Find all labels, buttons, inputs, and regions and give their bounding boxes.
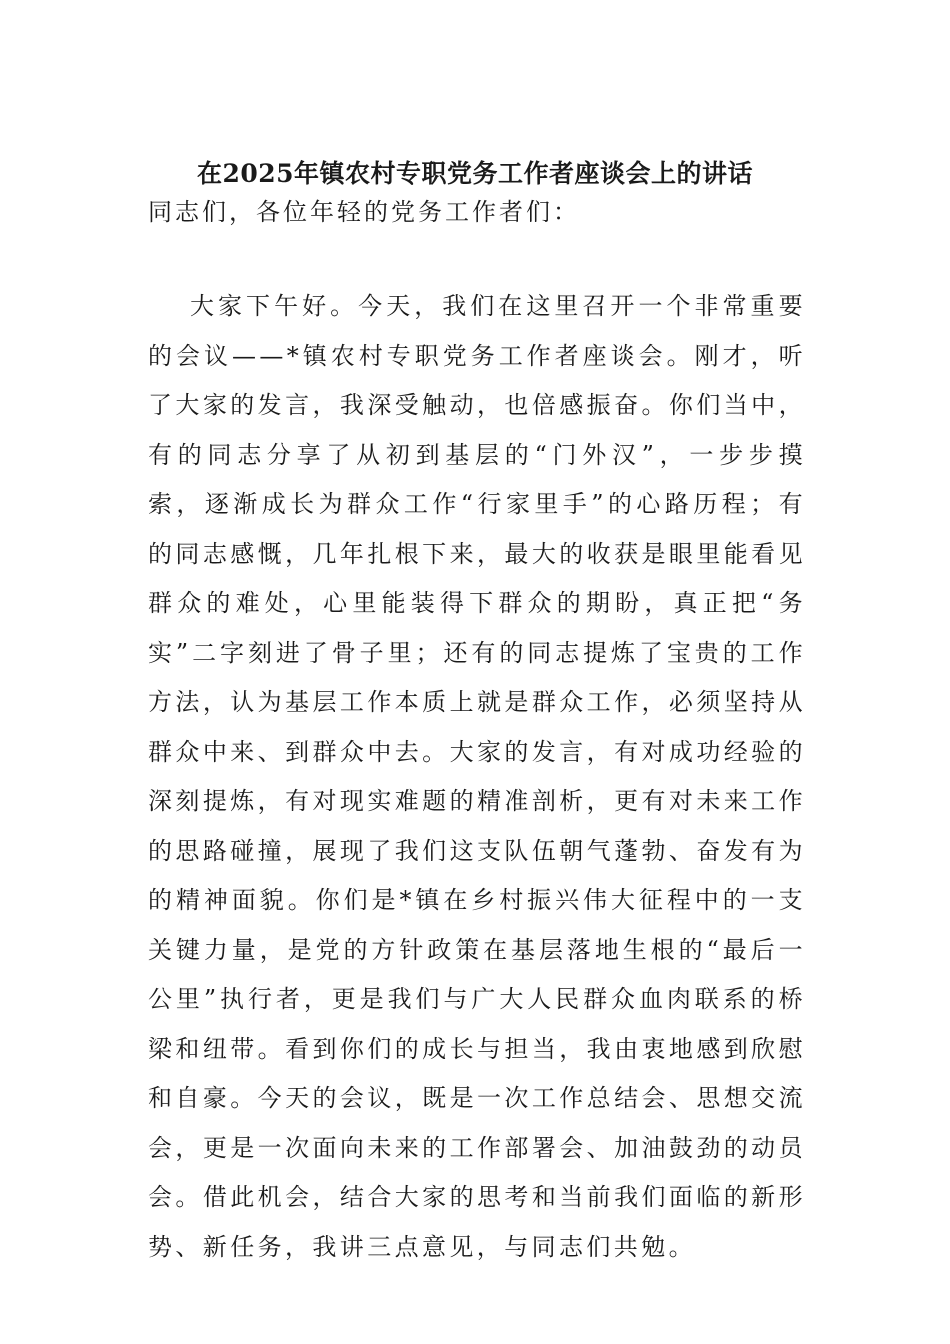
body-paragraph: 大家下午好。今天，我们在这里召开一个非常重要的会议——*镇农村专职党务工作者座谈会。刚才，听了大家的发言，我深受触动，也倍感振奋。你们当中，有的同志分享了从初到基层的“门外汉”，一步步摸索，逐渐成长为群众工作“行家里手”的心路历程；有的同志感慨，几年扎根下来，最大的收获是眼里能看见群众的难处，心里能装得下群众的期盼，真正把“务实”二字刻进了骨子里；还有的同志提炼了宝贵的工作方法，认为基层工作本质上就是群众工作，必须坚持从群众中来、到群众中去。大家的发言，有对成功经验的深刻提炼，有对现实难题的精准剖析，更有对未来工作的思路碰撞，展现了我们这支队伍朝气蓬勃、奋发有为的精神面貌。你们是*镇在乡村振兴伟大征程中的一支关键力量，是党的方针政策在基层落地生根的“最后一公里”执行者，更是我们与广大人民群众血肉联系的桥梁和纽带。看到你们的成长与担当，我由衷地感到欣慰和自豪。今天的会议，既是一次工作总结会、思想交流会，更是一次面向未来的工作部署会、加油鼓劲的动员会。借此机会，结合大家的思考和当前我们面临的新形势、新任务，我讲三点意见，与同志们共勉。: [148, 292, 806, 1261]
salutation: 同志们，各位年轻的党务工作者们：: [148, 198, 580, 226]
page-title: 在2025年镇农村专职党务工作者座谈会上的讲话: [196, 159, 754, 188]
